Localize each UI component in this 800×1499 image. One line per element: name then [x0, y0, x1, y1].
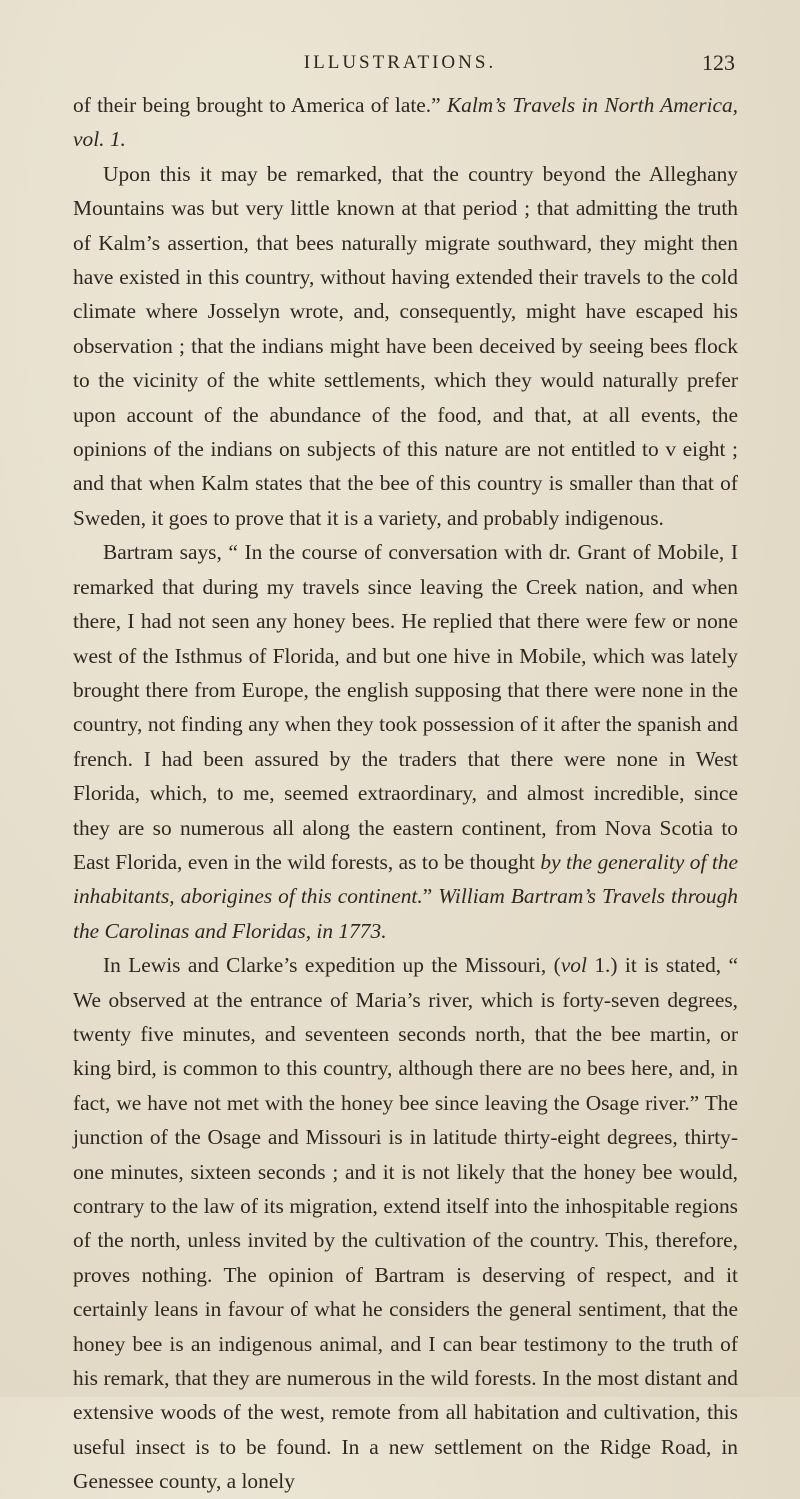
citation-bartram: William Bartram’s Travels through the Carolinas and Floridas, in 1773.: [73, 884, 738, 943]
body-text: [73, 88, 738, 1499]
paragraph-1: [73, 88, 738, 157]
italic-phrase: by the generality of the inhabitants, aborigines of this continent.: [73, 849, 738, 909]
text-segment: Bartram says, “ In the course of conversation with dr. Grant of Mobile, I remarked that during my travels since leaving the Creek nation, and when there, I had not seen any honey bees. He replied that there were few or none west of the Isthmus of Florida, and but one hive in Mobile, which was lately brought there from Europe, the english supposing that there were none in the country, not finding any when they took possession of it after the spanish and french. I had been assured by the traders that there were none in West Florida, which, to me, seemed extraordinary, and almost incredible, since they are so numerous all along the eastern continent, from Nova Scotia to East Florida, even in the wild forests, as to be thought: [73, 540, 738, 874]
paragraph-2: [73, 157, 738, 535]
italic-vol: vol: [560, 953, 587, 978]
text-segment: ”: [422, 884, 439, 909]
paragraph-4: [73, 948, 738, 1499]
paragraph-3: [73, 535, 738, 948]
running-title: ILLUSTRATIONS.: [303, 52, 497, 73]
citation-kalm: Kalm’s Travels in North America, vol. 1.: [73, 93, 738, 152]
text-segment: Upon this it may be remarked, that the country beyond the Alleghany Mountains was but very little known at that period ; that admitting the truth of Kalm’s assertion, that bees naturally migrate southward, they might then have existed in this country, without having extended their travels to the cold climate where Josselyn wrote, and, consequently, might have escaped his observation ; that the indians might have been deceived by seeing bees flock to the vicinity of the white settlements, which they would naturally prefer upon account of the abundance of the food, and that, at all events, the opinions of the indians on subjects of this nature are not entitled to v eight ; and that when Kalm states that the bee of this country is smaller than that of Sweden, it goes to prove that it is a variety, and probably indigenous.: [73, 161, 738, 530]
text-segment: In Lewis and Clarke’s expedition up the Missouri, (: [103, 953, 561, 978]
text-segment: of their being brought to America of late.”: [73, 93, 447, 117]
running-head: [0, 50, 800, 80]
page-number: 123: [702, 50, 735, 75]
text-segment: 1.) it is stated, “ We observed at the entrance of Maria’s river, which is forty-seven degrees, twenty five minutes, and seventeen seconds north, that the bee martin, or king bird, is common to this country, although there are no bees here, and, in fact, we have not met with the honey bee since leaving the Osage river.” The junction of the Osage and Missouri is in latitude thirty-eight degrees, thirty-one minutes, sixteen seconds ; and it is not likely that the honey bee would, contrary to the law of its migration, extend itself into the inhospitable regions of the north, unless invited by the cultivation of the country. This, therefore, proves nothing. The opinion of Bartram is deserving of respect, and it certainly leans in favour of what he considers the general sentiment, that the honey bee is an indigenous animal, and I can bear testimony to the truth of his remark, that they are numerous in the wild forests. In the most distant and extensive woods of the west, remote from all habitation and cultivation, this useful insect is to be found. In a new settlement on the Ridge Road, in Genessee county, a lonely: [73, 953, 738, 1494]
